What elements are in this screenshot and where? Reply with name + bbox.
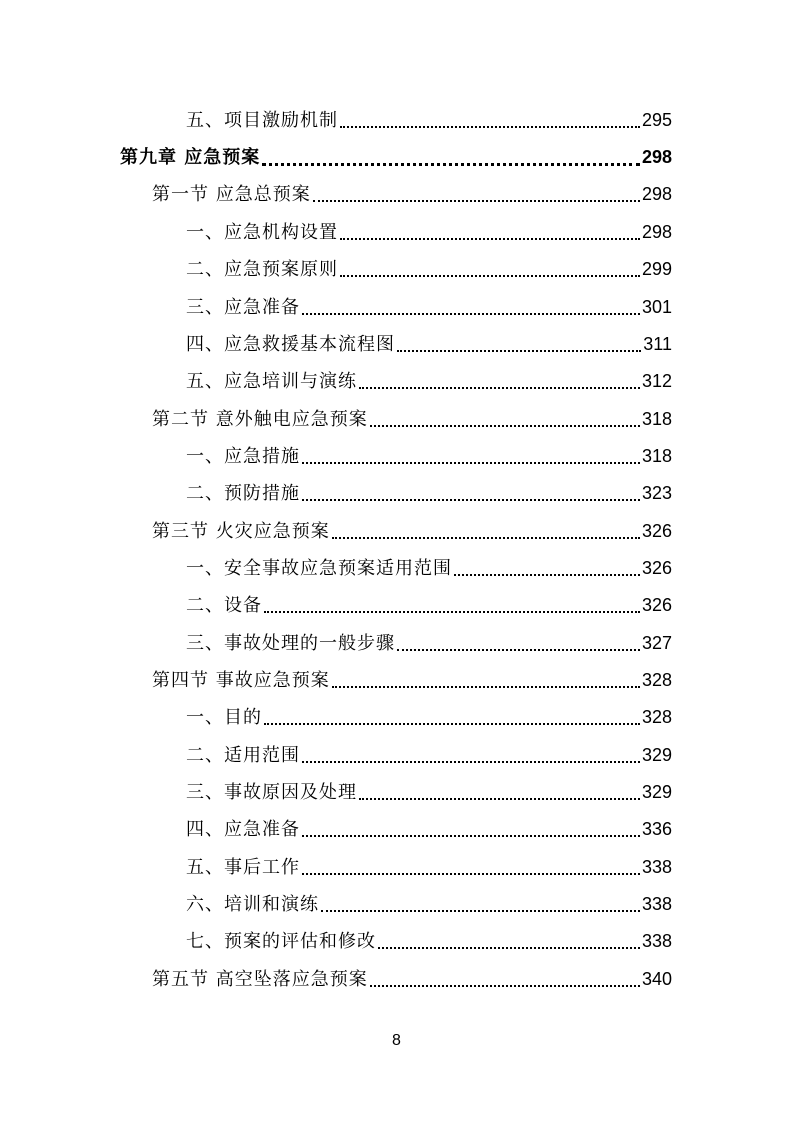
toc-entry-page: 298	[641, 184, 672, 204]
toc-entry-page: 328	[641, 707, 672, 727]
toc-entry-page: 338	[641, 894, 672, 914]
toc-entry-title: 二、适用范围	[186, 745, 300, 766]
dot-leader	[262, 163, 640, 166]
toc-section-entry[interactable]	[152, 404, 672, 434]
toc-entry[interactable]	[186, 814, 672, 844]
dot-leader	[332, 537, 640, 539]
toc-entry-page: 326	[641, 595, 672, 615]
toc-entry[interactable]	[186, 292, 672, 322]
toc-entry[interactable]	[186, 628, 672, 658]
toc-entry-title: 一、应急机构设置	[186, 222, 338, 243]
toc-chapter-entry[interactable]	[120, 142, 672, 172]
dot-leader	[378, 947, 640, 949]
toc-entry-title: 第四节 事故应急预案	[152, 670, 330, 691]
dot-leader	[359, 387, 640, 389]
toc-entry-page: 338	[641, 857, 672, 877]
toc-entry-page: 328	[641, 670, 672, 690]
toc-entry-title: 五、项目激励机制	[186, 110, 338, 131]
toc-entry-title: 六、培训和演练	[186, 894, 319, 915]
toc-entry[interactable]	[186, 926, 672, 956]
toc-entry-title: 第一节 应急总预案	[152, 184, 311, 205]
dot-leader	[264, 723, 640, 725]
toc-entry[interactable]	[186, 217, 672, 247]
dot-leader	[332, 686, 640, 688]
dot-leader	[302, 462, 640, 464]
toc-entry-page: 329	[641, 745, 672, 765]
dot-leader	[264, 611, 640, 613]
toc-entry-title: 二、设备	[186, 595, 262, 616]
dot-leader	[397, 649, 640, 651]
toc-section-entry[interactable]	[152, 516, 672, 546]
dot-leader	[313, 200, 640, 202]
toc-entry-page: 311	[643, 334, 672, 354]
dot-leader	[302, 835, 640, 837]
toc-entry-title: 四、应急救援基本流程图	[186, 334, 395, 355]
toc-entry-page: 338	[641, 931, 672, 951]
toc-entry-title: 四、应急准备	[186, 819, 300, 840]
toc-entry[interactable]	[186, 777, 672, 807]
toc-entry-page: 336	[641, 819, 672, 839]
toc-entry-page: 323	[641, 483, 672, 503]
toc-entry-page: 301	[641, 297, 672, 317]
toc-entry-title: 第九章 应急预案	[120, 147, 261, 168]
toc-entry-title: 第五节 高空坠落应急预案	[152, 969, 368, 990]
toc-entry[interactable]	[186, 889, 672, 919]
toc-entry-page: 329	[641, 782, 672, 802]
toc-entry[interactable]	[186, 852, 672, 882]
toc-entry[interactable]	[186, 740, 672, 770]
toc-entry-page: 318	[641, 409, 672, 429]
toc-entry-title: 二、预防措施	[186, 483, 300, 504]
toc-entry-title: 三、应急准备	[186, 297, 300, 318]
toc-entry-title: 二、应急预案原则	[186, 259, 338, 280]
toc-section-entry[interactable]	[152, 179, 672, 209]
toc-entry-page: 298	[641, 222, 672, 242]
toc-entry[interactable]	[186, 702, 672, 732]
toc-entry[interactable]	[186, 553, 672, 583]
dot-leader	[359, 798, 640, 800]
toc-entry[interactable]	[186, 441, 672, 471]
dot-leader	[340, 126, 640, 128]
dot-leader	[340, 238, 640, 240]
toc-entry-title: 第三节 火灾应急预案	[152, 521, 330, 542]
toc-entry-page: 312	[641, 371, 672, 391]
dot-leader	[302, 761, 640, 763]
dot-leader	[302, 873, 640, 875]
toc-entry[interactable]	[186, 590, 672, 620]
dot-leader	[302, 313, 640, 315]
toc-entry-title: 一、安全事故应急预案适用范围	[186, 558, 452, 579]
dot-leader	[397, 350, 641, 352]
toc-entry-page: 326	[641, 558, 672, 578]
toc-entry[interactable]	[186, 329, 672, 359]
page-number: 8	[392, 1032, 401, 1049]
toc-entry-title: 五、事后工作	[186, 857, 300, 878]
toc-entry-page: 295	[641, 110, 672, 130]
dot-leader	[370, 425, 640, 427]
dot-leader	[321, 910, 640, 912]
dot-leader	[340, 275, 640, 277]
toc-entry[interactable]	[186, 254, 672, 284]
toc-entry-title: 一、目的	[186, 707, 262, 728]
toc-entry-title: 三、事故原因及处理	[186, 782, 357, 803]
toc-entry[interactable]	[186, 478, 672, 508]
toc-section-entry[interactable]	[152, 665, 672, 695]
toc-entry[interactable]	[186, 105, 672, 135]
toc-entry-page: 327	[641, 633, 672, 653]
dot-leader	[302, 499, 640, 501]
toc-entry-page: 299	[641, 259, 672, 279]
dot-leader	[370, 985, 640, 987]
dot-leader	[454, 574, 640, 576]
toc-entry-title: 五、应急培训与演练	[186, 371, 357, 392]
toc-entry[interactable]	[186, 366, 672, 396]
toc-entry-title: 第二节 意外触电应急预案	[152, 409, 368, 430]
toc-entry-title: 一、应急措施	[186, 446, 300, 467]
toc-entry-page: 318	[641, 446, 672, 466]
toc-entry-page: 340	[641, 969, 672, 989]
toc-section-entry[interactable]	[152, 964, 672, 994]
toc-entry-title: 三、事故处理的一般步骤	[186, 633, 395, 654]
toc-entry-page: 326	[641, 521, 672, 541]
toc-entry-title: 七、预案的评估和修改	[186, 931, 376, 952]
toc-entry-page: 298	[641, 147, 672, 167]
